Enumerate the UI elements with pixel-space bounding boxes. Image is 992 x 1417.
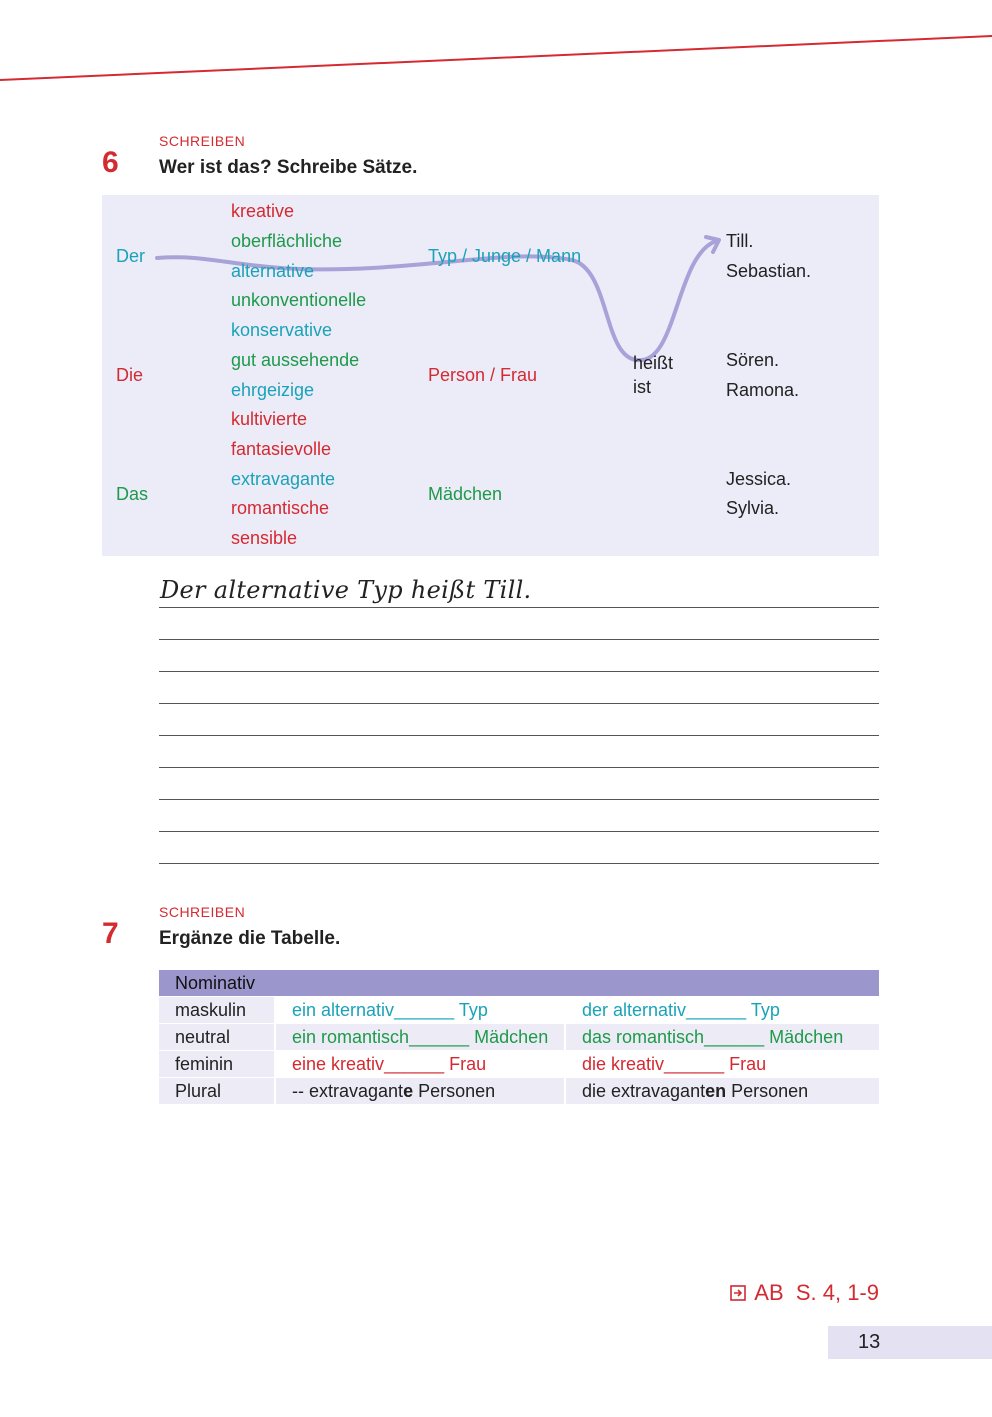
blank: ______ [394, 1000, 455, 1020]
example-answer: Der alternative Typ heißt Till. [160, 576, 532, 604]
ex7-number: 7 [102, 917, 119, 950]
name-sylvia: Sylvia. [726, 498, 780, 518]
stem: ein alternativ [292, 1000, 395, 1020]
gender-cell: Plural [175, 1081, 222, 1101]
noun-maedchen: Mädchen [428, 484, 503, 504]
gender-cell: feminin [159, 1051, 274, 1077]
writing-line[interactable] [159, 735, 879, 736]
noun: Frau [449, 1054, 487, 1074]
adjective-gut-aussehende: gut aussehende [231, 350, 360, 370]
definite-cell[interactable] [566, 1051, 879, 1077]
article-die: Die [116, 365, 144, 385]
table-row [159, 1024, 879, 1050]
noun: Typ [750, 1000, 780, 1020]
blank: ______ [664, 1054, 725, 1074]
article-das: Das [116, 484, 149, 504]
writing-line[interactable] [159, 799, 879, 800]
ex6-number: 6 [102, 146, 119, 179]
noun: Typ [458, 1000, 488, 1020]
writing-line[interactable] [159, 703, 879, 704]
ex6-title: Wer ist das? Schreibe Sätze. [159, 157, 418, 178]
writing-line[interactable] [159, 831, 879, 832]
table-header-nominativ: Nominativ [175, 973, 256, 993]
blank: ______ [704, 1027, 765, 1047]
noun: Personen [726, 1081, 809, 1101]
stem: das romantisch [582, 1027, 705, 1047]
arrow-box-icon [730, 1285, 746, 1301]
writing-line[interactable] [159, 639, 879, 640]
adjective-romantische: romantische [231, 498, 330, 518]
name-till: Till. [726, 231, 754, 251]
ending: e [403, 1081, 414, 1101]
page-number: 13 [858, 1331, 881, 1353]
writing-line[interactable] [159, 607, 879, 608]
definite-cell[interactable] [566, 1024, 879, 1050]
article-der: Der [116, 246, 146, 266]
adjective-kreative: kreative [231, 201, 295, 221]
definite-cell [566, 1078, 879, 1104]
indefinite-cell [276, 1078, 564, 1104]
stem: die extravagant [582, 1081, 706, 1101]
word-bank-panel [102, 195, 879, 556]
adjective-oberflaechliche: oberflächliche [231, 231, 343, 251]
header-rule [0, 0, 992, 90]
noun-typ-junge-mann: Typ / Junge / Mann [428, 246, 582, 266]
noun: Mädchen [474, 1027, 549, 1047]
writing-line[interactable] [159, 671, 879, 672]
writing-line[interactable] [159, 863, 879, 864]
stem: ein romantisch [292, 1027, 410, 1047]
column-separator [564, 1078, 566, 1104]
adjective-alternative: alternative [231, 261, 315, 281]
indefinite-cell[interactable] [276, 997, 564, 1023]
table-row [159, 1078, 879, 1104]
name-sebastian: Sebastian. [726, 261, 812, 281]
gender-cell: neutral [175, 1027, 231, 1047]
blank: ______ [409, 1027, 470, 1047]
ending: en [705, 1081, 727, 1101]
blank: ______ [384, 1054, 445, 1074]
blank: ______ [686, 1000, 747, 1020]
stem: -- extravagant [292, 1081, 404, 1101]
noun: Frau [729, 1054, 767, 1074]
adjective-unkonventionelle: unkonventionelle [231, 290, 367, 310]
definite-cell[interactable] [566, 997, 879, 1023]
verb-heisst: heißt [633, 353, 674, 373]
verb-ist: ist [633, 377, 651, 397]
adjective-extravagante: extravagante [231, 469, 336, 489]
column-separator [564, 1024, 566, 1050]
adjective-konservative: konservative [231, 320, 333, 340]
stem: der alternativ [582, 1000, 687, 1020]
name-soeren: Sören. [726, 350, 780, 370]
column-separator [274, 1024, 276, 1050]
stem: eine kreativ [292, 1054, 385, 1074]
table-row [159, 1051, 879, 1077]
ex6-section-label: SCHREIBEN [159, 133, 246, 149]
page-number-box [828, 1326, 992, 1359]
gender-cell: maskulin [159, 997, 274, 1023]
noun-person-frau: Person / Frau [428, 365, 538, 385]
adjective-fantasievolle: fantasievolle [231, 439, 332, 459]
ex7-title: Ergänze die Tabelle. [159, 928, 341, 949]
column-separator [274, 1078, 276, 1104]
noun: Personen [413, 1081, 496, 1101]
name-jessica: Jessica. [726, 469, 792, 489]
workbook-reference[interactable] [730, 1280, 879, 1306]
table-row [159, 997, 879, 1023]
table-header-row [159, 970, 879, 996]
adjective-sensible: sensible [231, 528, 298, 548]
indefinite-cell[interactable] [276, 1051, 564, 1077]
noun: Mädchen [769, 1027, 844, 1047]
ex7-section-label: SCHREIBEN [159, 904, 246, 920]
indefinite-cell[interactable] [276, 1024, 564, 1050]
writing-line[interactable] [159, 767, 879, 768]
workbook-reference-label: AB S. 4, 1-9 [754, 1280, 879, 1305]
stem: die kreativ [582, 1054, 665, 1074]
adjective-kultivierte: kultivierte [231, 409, 308, 429]
name-ramona: Ramona. [726, 380, 800, 400]
adjective-ehrgeizige: ehrgeizige [231, 380, 315, 400]
